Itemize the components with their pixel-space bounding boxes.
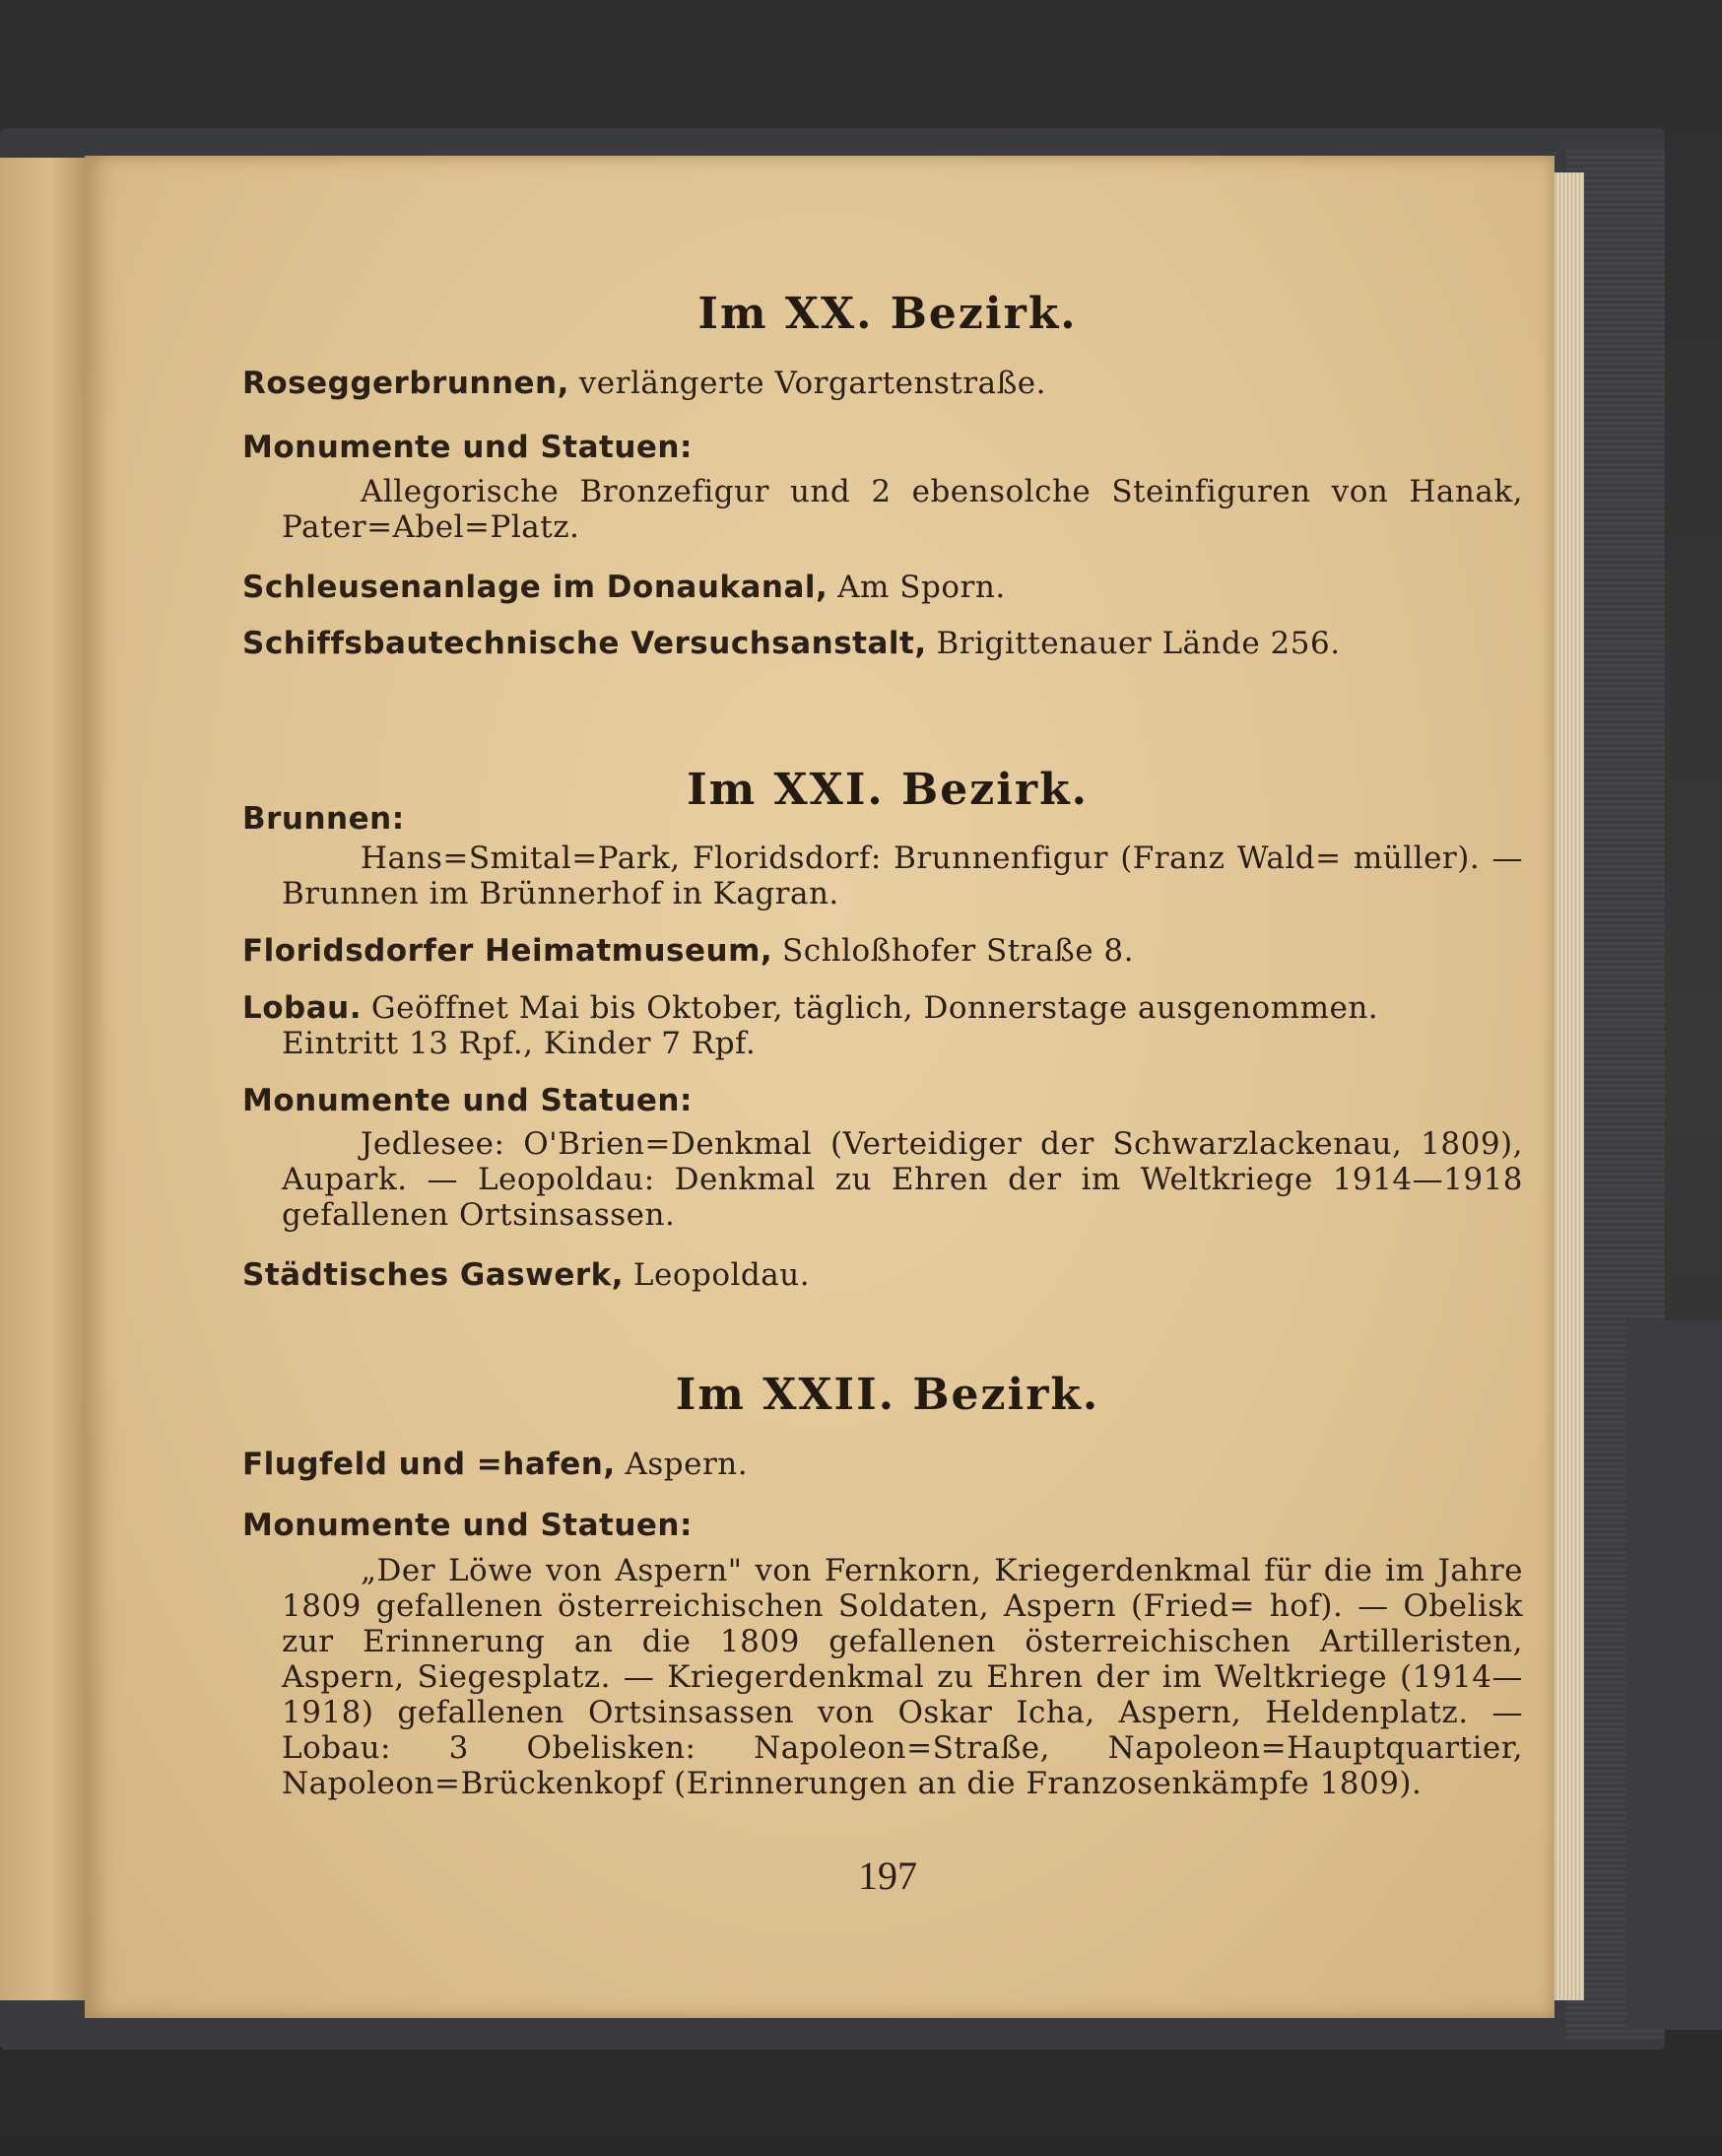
entry-title: Monumente und Statuen:	[242, 430, 693, 465]
entry-roseggerbrunnen	[242, 366, 1523, 401]
cover-corner	[1625, 1320, 1722, 2030]
entry-text: Aspern.	[625, 1447, 749, 1482]
entry-text: Brigittenauer Lände 256.	[936, 626, 1341, 661]
entry-title: Floridsdorfer Heimatmuseum,	[242, 933, 773, 969]
entry-text: Schloßhofer Straße 8.	[782, 933, 1134, 969]
entry-body-brunnen: Hans=Smital=Park, Floridsdorf: Brunnenfigur (Franz Wald= müller). — Brunnen im Brünnerhof in Kagran.	[282, 841, 1523, 911]
entry-title: Lobau.	[242, 990, 363, 1026]
entry-schleusenanlage	[242, 570, 1523, 605]
entry-monumente-xx	[242, 430, 1523, 465]
entry-body-monumente-xx: Allegorische Bronzefigur und 2 ebensolche Steinfiguren von Hanak, Pater=Abel=Platz.	[282, 474, 1523, 545]
heading-bezirk-xxii: Im XXII. Bezirk.	[675, 1370, 1100, 1420]
heading-bezirk-xx: Im XX. Bezirk.	[697, 289, 1078, 339]
page-content	[242, 156, 1533, 2018]
page-number: 197	[858, 1853, 917, 1898]
entry-lobau	[242, 990, 1523, 1026]
entry-brunnen	[242, 801, 1523, 837]
entry-text: Am Sporn.	[837, 570, 1006, 605]
entry-heimatmuseum	[242, 933, 1523, 969]
entry-lobau-eintritt	[282, 1026, 1562, 1061]
book-page	[85, 156, 1555, 2018]
entry-title: Schiffsbautechnische Versuchsanstalt,	[242, 626, 927, 661]
entry-title: Brunnen:	[242, 801, 405, 837]
entry-title: Flugfeld und =hafen,	[242, 1447, 616, 1482]
heading-bezirk-xxi: Im XXI. Bezirk.	[687, 765, 1089, 815]
entry-title: Monumente und Statuen:	[242, 1508, 693, 1543]
entry-text: verlängerte Vorgartenstraße.	[578, 366, 1046, 401]
left-page	[0, 158, 85, 2000]
entry-text: Geöffnet Mai bis Oktober, täglich, Donnerstage ausgenommen.	[370, 990, 1379, 1026]
entry-flugfeld	[242, 1447, 1523, 1482]
entry-title: Roseggerbrunnen,	[242, 366, 569, 401]
entry-monumente-xxii	[242, 1508, 1523, 1543]
entry-text: Leopoldau.	[632, 1257, 811, 1293]
entry-title: Monumente und Statuen:	[242, 1083, 693, 1118]
entry-gaswerk	[242, 1257, 1523, 1293]
entry-schiffsbau	[242, 626, 1523, 661]
entry-title: Schleusenanlage im Donaukanal,	[242, 570, 828, 605]
entry-body-monumente-xxi: Jedlesee: O'Brien=Denkmal (Verteidiger der Schwarzlackenau, 1809), Aupark. — Leopoldau: Denkmal zu Ehren der im Weltkriege 1914—1918 gefallenen Ortsinsassen.	[282, 1126, 1523, 1233]
entry-text: Eintritt 13 Rpf., Kinder 7 Rpf.	[282, 1026, 757, 1061]
entry-body-monumente-xxii: „Der Löwe von Aspern" von Fernkorn, Kriegerdenkmal für die im Jahre 1809 gefallenen österreichischen Soldaten, Aspern (Fried= hof). — Obelisk zur Erinnerung an die 1809 gefallenen österreichischen Artilleristen, Aspern, Siegesplatz. — Kriegerdenkmal zu Ehren der im Weltkriege (1914—1918) gefallenen Ortsinsassen von Oskar Icha, Aspern, Heldenplatz. — Lobau: 3 Obelisken: Napoleon=Straße, Napoleon=Hauptquartier, Napoleon=Brückenkopf (Erinnerungen an die Franzosenkämpfe 1809).	[282, 1553, 1523, 1801]
entry-monumente-xxi	[242, 1083, 1523, 1118]
entry-title: Städtisches Gaswerk,	[242, 1257, 625, 1293]
